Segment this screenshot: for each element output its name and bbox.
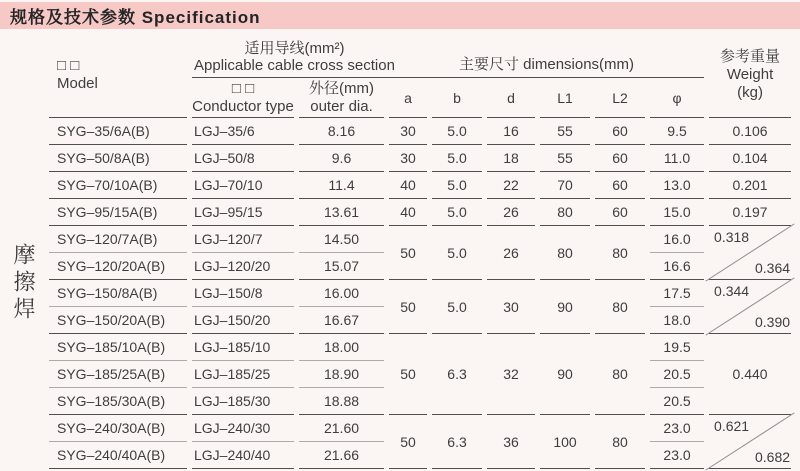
cell-a-merged: 50 xyxy=(389,226,427,280)
cell-model: SYG–150/8A(B) xyxy=(49,280,187,307)
cell-model: SYG–50/8A(B) xyxy=(49,145,187,172)
cell-conductor: LGJ–185/10 xyxy=(192,334,294,361)
cell-model: SYG–185/25A(B) xyxy=(49,361,187,388)
header-cable-group xyxy=(192,33,395,78)
cell-L1: 80 xyxy=(540,199,590,226)
header-cable-en: Applicable cable cross section xyxy=(194,57,395,74)
table-row xyxy=(49,415,791,442)
cell-model: SYG–150/20A(B) xyxy=(49,307,187,334)
cell-a-merged: 50 xyxy=(389,280,427,334)
cell-d-merged: 30 xyxy=(487,280,535,334)
cell-L2-merged: 80 xyxy=(595,226,645,280)
cell-b-merged: 5.0 xyxy=(432,280,482,334)
header-cable-zh: 适用导线(mm²) xyxy=(244,40,345,57)
cell-outer-dia: 13.61 xyxy=(299,199,384,226)
table-row xyxy=(49,280,791,307)
cell-phi: 20.5 xyxy=(650,361,704,388)
spec-table xyxy=(44,33,796,469)
cell-L1-merged: 90 xyxy=(540,280,590,334)
header-col-phi: φ xyxy=(650,78,704,118)
cell-L1-merged: 100 xyxy=(540,415,590,469)
cell-outer-dia: 18.88 xyxy=(299,388,384,415)
header-outer-dia xyxy=(299,78,384,118)
header-outer-en: outer dia. xyxy=(310,97,373,115)
cell-b: 5.0 xyxy=(432,199,482,226)
cell-conductor: LGJ–95/15 xyxy=(192,199,294,226)
header-conductor-type xyxy=(192,78,294,118)
cell-b: 5.0 xyxy=(432,118,482,145)
cell-outer-dia: 16.67 xyxy=(299,307,384,334)
table-row xyxy=(49,145,791,172)
cell-L1: 55 xyxy=(540,118,590,145)
cell-weight: 0.201 xyxy=(709,172,791,199)
cell-d-merged: 32 xyxy=(487,334,535,415)
cell-outer-dia: 9.6 xyxy=(299,145,384,172)
header-outer-zh: 外径(mm) xyxy=(309,79,374,97)
cell-b: 5.0 xyxy=(432,172,482,199)
cell-model: SYG–120/20A(B) xyxy=(49,253,187,280)
header-conductor-zh: □ □ xyxy=(231,79,255,97)
table-row xyxy=(49,334,791,361)
title-bar xyxy=(0,2,800,29)
cell-L1-merged: 90 xyxy=(540,334,590,415)
weight-lower-value: 0.390 xyxy=(755,314,791,330)
cell-a: 30 xyxy=(389,118,427,145)
cell-weight-merged: 0.440 xyxy=(709,334,791,415)
header-weight-en1: Weight xyxy=(726,66,774,83)
header-model xyxy=(49,33,187,118)
header-col-L2: L2 xyxy=(595,78,645,118)
cell-L2: 60 xyxy=(595,172,645,199)
cell-b-merged: 6.3 xyxy=(432,334,482,415)
cell-weight-diagonal xyxy=(709,280,791,334)
header-col-b: b xyxy=(432,78,482,118)
cell-model: SYG–95/15A(B) xyxy=(49,199,187,226)
cell-conductor: LGJ–120/7 xyxy=(192,226,294,253)
cell-d: 18 xyxy=(487,145,535,172)
cell-L2: 60 xyxy=(595,199,645,226)
cell-model: SYG–240/40A(B) xyxy=(49,442,187,469)
cell-outer-dia: 16.00 xyxy=(299,280,384,307)
weight-upper-value: 0.621 xyxy=(714,418,750,434)
cell-d-merged: 36 xyxy=(487,415,535,469)
cell-L2-merged: 80 xyxy=(595,415,645,469)
cell-outer-dia: 15.07 xyxy=(299,253,384,280)
cell-model: SYG–35/6A(B) xyxy=(49,118,187,145)
weight-upper-value: 0.318 xyxy=(714,229,750,245)
cell-conductor: LGJ–185/30 xyxy=(192,388,294,415)
cell-phi: 11.0 xyxy=(650,145,704,172)
cell-b-merged: 5.0 xyxy=(432,226,482,280)
weight-lower-value: 0.364 xyxy=(755,260,791,276)
cell-outer-dia: 18.00 xyxy=(299,334,384,361)
header-model-en: Model xyxy=(57,75,98,92)
cell-conductor: LGJ–185/25 xyxy=(192,361,294,388)
cell-model: SYG–185/30A(B) xyxy=(49,388,187,415)
cell-model: SYG–70/10A(B) xyxy=(49,172,187,199)
header-dims-label: 主要尺寸 dimensions(mm) xyxy=(389,57,704,78)
cell-conductor: LGJ–50/8 xyxy=(192,145,294,172)
header-col-L1: L1 xyxy=(540,78,590,118)
cell-model: SYG–185/10A(B) xyxy=(49,334,187,361)
cell-a: 40 xyxy=(389,199,427,226)
cell-b-merged: 6.3 xyxy=(432,415,482,469)
weight-upper-value: 0.344 xyxy=(714,283,750,299)
cell-outer-dia: 14.50 xyxy=(299,226,384,253)
cell-outer-dia: 18.90 xyxy=(299,361,384,388)
cell-L1-merged: 80 xyxy=(540,226,590,280)
cell-conductor: LGJ–240/30 xyxy=(192,415,294,442)
cell-outer-dia: 21.60 xyxy=(299,415,384,442)
table-row xyxy=(49,172,791,199)
header-weight xyxy=(709,33,791,118)
cell-weight: 0.197 xyxy=(709,199,791,226)
cell-phi: 19.5 xyxy=(650,334,704,361)
cell-conductor: LGJ–120/20 xyxy=(192,253,294,280)
cell-phi: 18.0 xyxy=(650,307,704,334)
cell-d: 16 xyxy=(487,118,535,145)
cell-phi: 20.5 xyxy=(650,388,704,415)
table-row xyxy=(49,199,791,226)
cell-conductor: LGJ–70/10 xyxy=(192,172,294,199)
cell-phi: 16.0 xyxy=(650,226,704,253)
cell-L2: 60 xyxy=(595,145,645,172)
cell-phi: 15.0 xyxy=(650,199,704,226)
header-model-zh: □ □ xyxy=(57,57,80,74)
cell-L1: 70 xyxy=(540,172,590,199)
cell-d: 26 xyxy=(487,199,535,226)
cell-outer-dia: 21.66 xyxy=(299,442,384,469)
cell-phi: 23.0 xyxy=(650,442,704,469)
cell-weight-diagonal xyxy=(709,226,791,280)
cell-a: 30 xyxy=(389,145,427,172)
cell-weight: 0.106 xyxy=(709,118,791,145)
cell-phi: 9.5 xyxy=(650,118,704,145)
table-row xyxy=(49,118,791,145)
cell-model: SYG–120/7A(B) xyxy=(49,226,187,253)
side-label-friction-weld: 摩擦焊 xyxy=(11,243,36,324)
header-weight-en2: (kg) xyxy=(737,84,763,101)
cell-conductor: LGJ–35/6 xyxy=(192,118,294,145)
cell-phi: 13.0 xyxy=(650,172,704,199)
cell-conductor: LGJ–240/40 xyxy=(192,442,294,469)
cell-L2: 60 xyxy=(595,118,645,145)
header-weight-zh: 参考重量 xyxy=(720,48,781,65)
header-col-d: d xyxy=(487,78,535,118)
cell-a-merged: 50 xyxy=(389,334,427,415)
cell-outer-dia: 8.16 xyxy=(299,118,384,145)
cell-conductor: LGJ–150/20 xyxy=(192,307,294,334)
cell-model: SYG–240/30A(B) xyxy=(49,415,187,442)
cell-d: 22 xyxy=(487,172,535,199)
cell-outer-dia: 11.4 xyxy=(299,172,384,199)
weight-lower-value: 0.682 xyxy=(755,449,791,465)
cell-phi: 23.0 xyxy=(650,415,704,442)
cell-weight: 0.104 xyxy=(709,145,791,172)
cell-conductor: LGJ–150/8 xyxy=(192,280,294,307)
cell-d-merged: 26 xyxy=(487,226,535,280)
page-title: 规格及技术参数 Specification xyxy=(10,8,261,27)
cell-L2-merged: 80 xyxy=(595,334,645,415)
cell-b: 5.0 xyxy=(432,145,482,172)
header-conductor-en: Conductor type xyxy=(192,97,294,115)
cell-phi: 16.6 xyxy=(650,253,704,280)
cell-L1: 55 xyxy=(540,145,590,172)
header-dims-group xyxy=(389,33,704,78)
cell-weight-diagonal xyxy=(709,415,791,469)
cell-a: 40 xyxy=(389,172,427,199)
cell-L2-merged: 80 xyxy=(595,280,645,334)
cell-phi: 17.5 xyxy=(650,280,704,307)
cell-a-merged: 50 xyxy=(389,415,427,469)
table-row xyxy=(49,226,791,253)
header-col-a: a xyxy=(389,78,427,118)
